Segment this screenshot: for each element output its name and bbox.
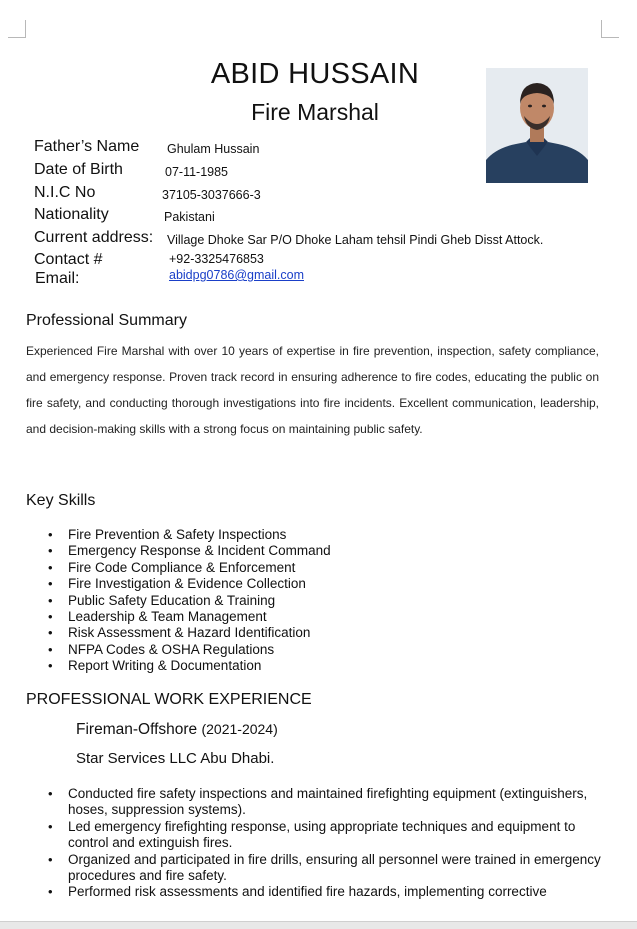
skill-item: • Fire Prevention & Safety Inspections [48,527,331,543]
profile-photo-illustration [486,68,588,183]
skills-heading: Key Skills [26,492,96,509]
skill-item: • Fire Code Compliance & Enforcement [48,560,331,576]
skill-item: • Emergency Response & Incident Command [48,543,331,559]
fathers-name-value: Ghulam Hussain [167,142,260,156]
address-value: Village Dhoke Sar P/O Dhoke Laham tehsil Pindi Gheb Disst Attock. [167,233,544,247]
page-bottom-edge [0,921,637,929]
experience-job-dates: (2021-2024) [201,721,278,737]
skill-item: • Fire Investigation & Evidence Collection [48,576,331,592]
skill-item: • Leadership & Team Management [48,609,331,625]
candidate-name: ABID HUSSAIN [210,58,420,90]
nationality-value: Pakistani [164,210,215,224]
dob-value: 07-11-1985 [165,165,229,179]
email-link[interactable]: abidpg0786@gmail.com [169,268,304,282]
skill-item: • Public Safety Education & Training [48,593,331,609]
contact-label: Contact # [34,251,103,268]
duties-list [48,786,608,901]
skill-item: • Report Writing & Documentation [48,658,331,674]
crop-mark-top-left [8,20,26,38]
crop-mark-top-right [601,20,619,38]
summary-text: Experienced Fire Marshal with over 10 years of expertise in fire prevention, inspection, safety compliance, and emergency response. Proven track record in ensuring adherence to fire codes, educating the public on fire safety, and conducting thorough investigations into fire incidents. Excellent communication, leadership, and decision-making skills with a strong focus on maintaining public safety. [26,344,599,436]
skills-list [48,527,331,675]
duty-item: • Conducted fire safety inspections and maintained firefighting equipment (extinguishers, hoses, suppression systems). [48,786,608,819]
experience-company: Star Services LLC Abu Dhabi. [76,750,275,767]
nationality-label: Nationality [34,206,109,223]
experience-job [76,721,278,739]
nic-value: 37105-3037666-3 [162,188,261,202]
job-title-heading: Fire Marshal [251,99,379,125]
contact-value: +92-3325476853 [169,252,264,266]
summary-heading: Professional Summary [26,312,187,329]
experience-heading: PROFESSIONAL WORK EXPERIENCE [26,691,312,708]
duty-item: • Performed risk assessments and identified fire hazards, implementing corrective [48,884,608,900]
nic-label: N.I.C No [34,184,96,201]
profile-photo [486,68,588,183]
duty-item: • Led emergency firefighting response, using appropriate techniques and equipment to control and extinguish fires. [48,819,608,852]
email-label: Email: [35,270,80,287]
fathers-name-label: Father’s Name [34,138,140,155]
skill-item: • NFPA Codes & OSHA Regulations [48,642,331,658]
duty-item: • Organized and participated in fire drills, ensuring all personnel were trained in emergency procedures and fire safety. [48,852,608,885]
dob-label: Date of Birth [34,161,123,178]
address-label: Current address: [34,229,154,246]
skill-item: • Risk Assessment & Hazard Identification [48,625,331,641]
experience-job-title: Fireman-Offshore [76,721,198,738]
